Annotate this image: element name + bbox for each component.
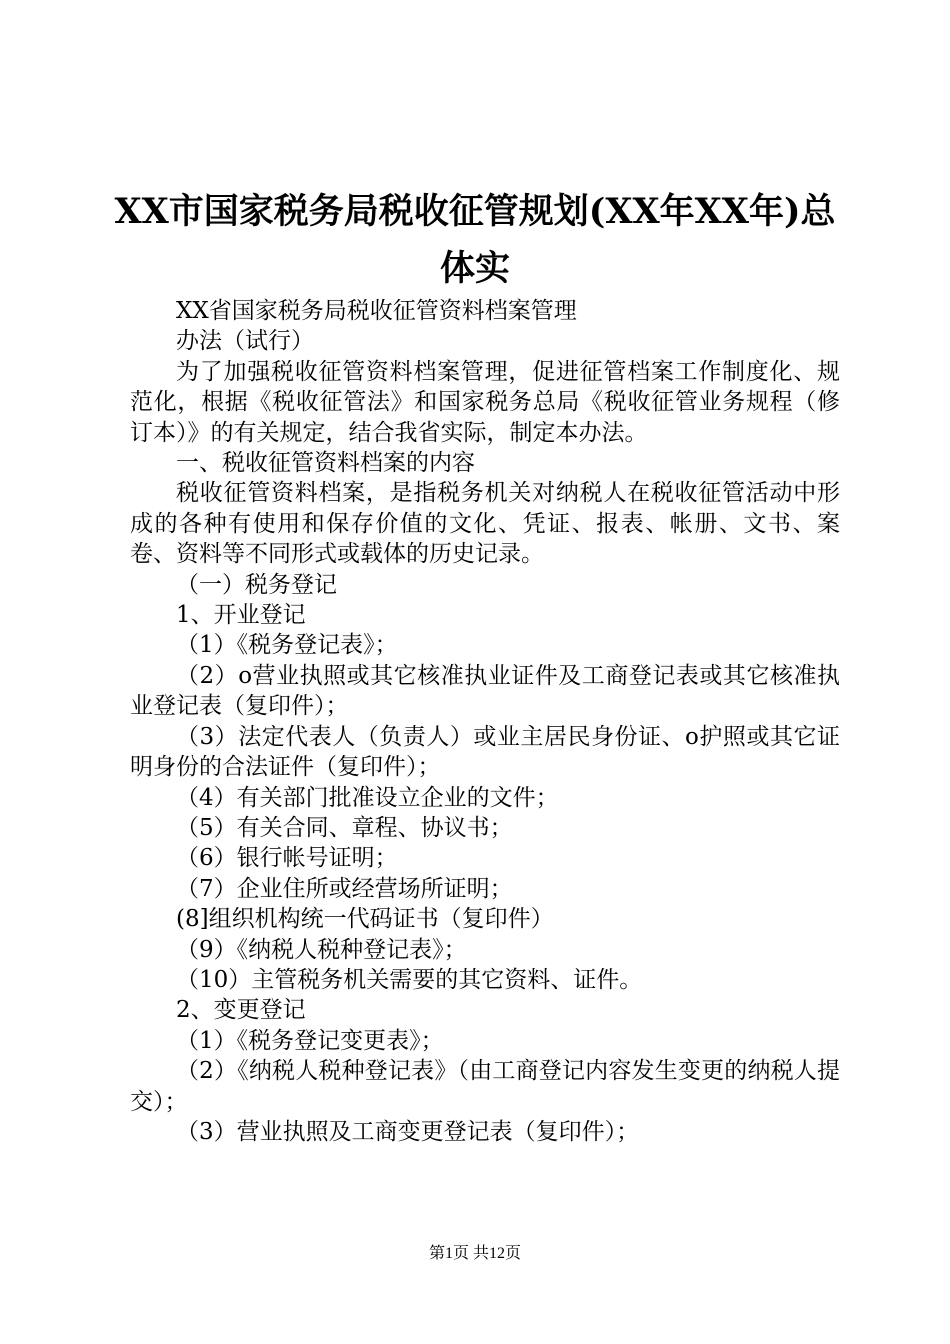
- list-item: （7）企业住所或经营场所证明；: [176, 875, 513, 902]
- list-item: （3）营业执照及工商变更登记表（复印件）；: [176, 1118, 640, 1145]
- document-title-line-1: XX市国家税务局税收征管规划(XX年XX年)总: [114, 191, 836, 232]
- paragraph: XX省国家税务局税收征管资料档案管理: [176, 298, 577, 324]
- list-item: （5）有关合同、章程、协议书；: [176, 814, 513, 841]
- list-heading: 1、开业登记: [176, 602, 306, 629]
- list-item: （2）《纳税人税种登记表》（由工商登记内容发生变更的纳税人提交）；: [130, 1058, 840, 1115]
- list-heading: 2、变更登记: [176, 997, 306, 1024]
- paragraph: 为了加强税收征管资料档案管理，促进征管档案工作制度化、规范化，根据《税收征管法》和国家税务总局《税收征管业务规程（修订本）》的有关规定，结合我省实际，制定本办法。: [130, 358, 840, 446]
- section-heading: 一、税收征管资料档案的内容: [176, 450, 475, 477]
- page-footer: 第1页 共12页: [428, 1245, 521, 1262]
- document-body: [130, 296, 840, 1147]
- subsection-heading: （一）税务登记: [176, 571, 337, 598]
- list-item: （2）o营业执照或其它核准执业证件及工商登记表或其它核准执业登记表（复印件）；: [130, 662, 840, 720]
- paragraph: 税收征管资料档案，是指税务机关对纳税人在税收征管活动中形成的各种有使用和保存价值的文化、凭证、报表、帐册、文书、案卷、资料等不同形式或载体的历史记录。: [130, 480, 840, 568]
- list-item: （4）有关部门批准设立企业的文件；: [176, 784, 559, 811]
- list-item: (8]组织机构统一代码证书（复印件）: [176, 906, 554, 933]
- list-item: （1）《税务登记表》；: [176, 632, 398, 659]
- list-item: （3）法定代表人（负责人）或业主居民身份证、o护照或其它证明身份的合法证件（复印件）；: [130, 723, 840, 781]
- list-item: （10）主管税务机关需要的其它资料、证件。: [176, 966, 643, 993]
- list-item: （1）《税务登记变更表》；: [176, 1027, 444, 1054]
- list-item: （6）银行帐号证明；: [176, 845, 398, 872]
- list-item: （9）《纳税人税种登记表》；: [176, 936, 467, 963]
- paragraph: 办法（试行）: [176, 328, 314, 355]
- document-title-line-2: 体实: [439, 248, 510, 289]
